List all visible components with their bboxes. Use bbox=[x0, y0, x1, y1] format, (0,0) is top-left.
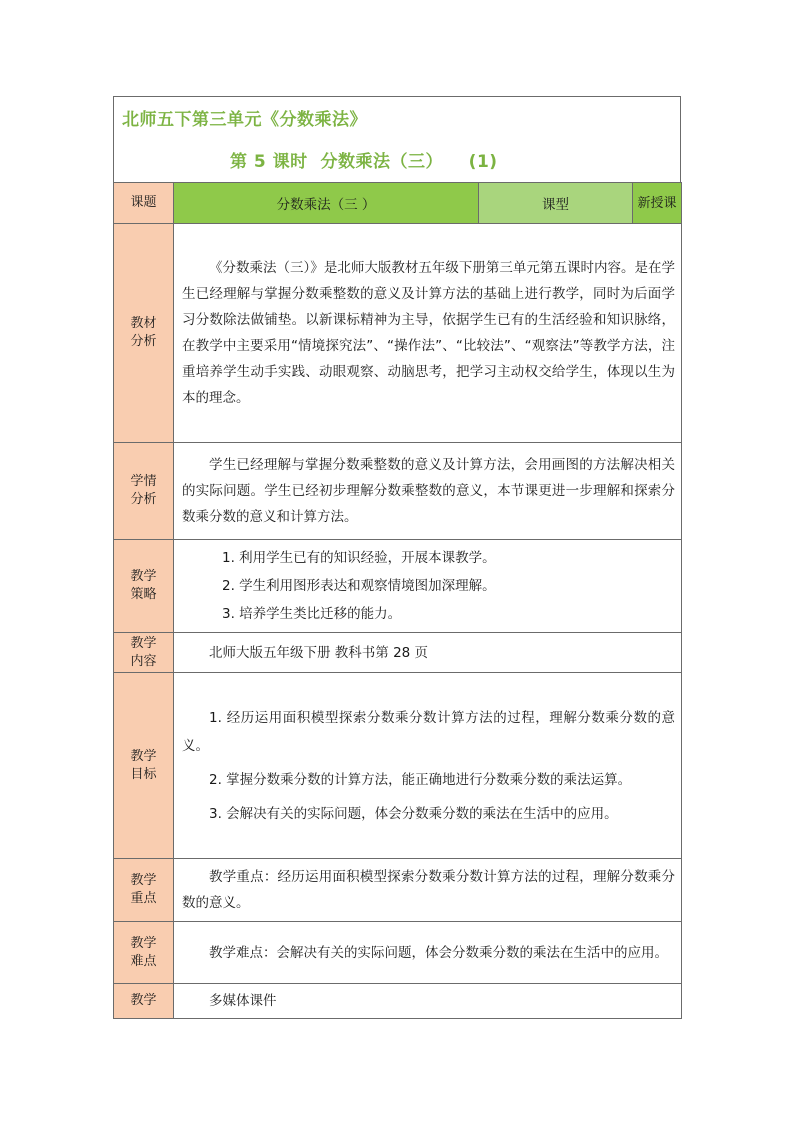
document-header bbox=[113, 96, 681, 182]
teaching-goals-label-text: 教学目标 bbox=[130, 748, 157, 782]
document-title: 北师五下第三单元《分数乘法》 bbox=[122, 110, 367, 130]
learner-analysis-label-text: 学情分析 bbox=[130, 474, 157, 507]
teaching-content-text: 北师大版五年级下册 教科书第 28 页 bbox=[209, 644, 429, 661]
teaching-tools-row bbox=[114, 984, 682, 1019]
lesson-plan-document bbox=[113, 96, 681, 1019]
teaching-goals-label bbox=[114, 673, 174, 859]
learner-analysis-cell bbox=[174, 443, 682, 540]
material-analysis-cell bbox=[174, 224, 682, 443]
teaching-tools-cell bbox=[174, 984, 682, 1019]
teaching-tools-label: 教学 bbox=[114, 984, 174, 1019]
strategy-list bbox=[174, 540, 682, 633]
difficulty-text: 教学难点：会解决有关的实际问题，体会分数乘分数的乘法在生活中的应用。 bbox=[209, 944, 668, 961]
key-point-cell bbox=[174, 859, 682, 922]
lesson-type-label: 课型 bbox=[479, 183, 633, 224]
difficulty-label bbox=[114, 922, 174, 984]
strategy-row bbox=[114, 540, 682, 633]
goal-item: 2. 掌握分数乘分数的计算方法，能正确地进行分数乘分数的乘法运算。 bbox=[209, 771, 632, 788]
teaching-content-label bbox=[114, 633, 174, 673]
goal-item: 1. 经历运用面积模型探索分数乘分数计算方法的过程，理解分数乘分数的意义。 bbox=[182, 709, 675, 754]
teaching-goals-row bbox=[114, 673, 682, 859]
teaching-goals-list bbox=[174, 673, 682, 859]
strategy-item: 3. 培养学生类比迁移的能力。 bbox=[222, 606, 402, 622]
learner-analysis-row bbox=[114, 443, 682, 540]
goal-item: 3. 会解决有关的实际问题，体会分数乘分数的乘法在生活中的应用。 bbox=[209, 805, 618, 822]
strategy-item: 2. 学生利用图形表达和观察情境图加深理解。 bbox=[222, 578, 496, 594]
key-point-label bbox=[114, 859, 174, 922]
teaching-content-label-text: 教学内容 bbox=[130, 635, 157, 669]
teaching-tools-text: 多媒体课件 bbox=[209, 993, 277, 1009]
lesson-plan-table bbox=[113, 182, 682, 1019]
material-analysis-label-text: 教材分析 bbox=[130, 316, 157, 349]
difficulty-row bbox=[114, 922, 682, 984]
key-point-row bbox=[114, 859, 682, 922]
teaching-content-cell bbox=[174, 633, 682, 673]
material-analysis-text: 《分数乘法（三）》是北师大版教材五年级下册第三单元第五课时内容。是在学生已经理解与掌握分数乘整数的意义及计算方法的基础上进行教学，同时为后面学习分数除法做铺垫。以新课标精神为主导，依据学生已有的生活经验和知识脉络，在教学中主要采用“情境探究法”、“操作法”、“比较法”、“观察法”等教学方法，注重培养学生动手实践、动眼观察、动脑思考，把学习主动权交给学生，体现以生为本的理念。 bbox=[182, 260, 675, 406]
topic-value: 分数乘法（三 ） bbox=[174, 183, 479, 224]
material-analysis-row bbox=[114, 224, 682, 443]
teaching-content-row bbox=[114, 633, 682, 673]
key-point-label-text: 教学重点 bbox=[130, 873, 157, 906]
lesson-subtitle: 第 5 课时 分数乘法（三） (1) bbox=[230, 152, 498, 172]
difficulty-cell bbox=[174, 922, 682, 984]
lesson-type-value: 新授课 bbox=[633, 183, 682, 224]
learner-analysis-text: 学生已经理解与掌握分数乘整数的意义及计算方法，会用画图的方法解决相关的实际问题。学生已经初步理解分数乘整数的意义，本节课更进一步理解和探索分数乘分数的意义和计算方法。 bbox=[182, 457, 675, 525]
strategy-label bbox=[114, 540, 174, 633]
difficulty-label-text: 教学难点 bbox=[130, 935, 157, 969]
topic-label: 课题 bbox=[114, 183, 174, 224]
strategy-label-text: 教学策略 bbox=[130, 569, 157, 602]
strategy-item: 1. 利用学生已有的知识经验，开展本课教学。 bbox=[222, 550, 496, 566]
learner-analysis-label bbox=[114, 443, 174, 540]
material-analysis-label bbox=[114, 224, 174, 443]
key-point-text: 教学重点：经历运用面积模型探索分数乘分数计算方法的过程，理解分数乘分数的意义。 bbox=[182, 869, 675, 911]
topic-row bbox=[114, 183, 682, 224]
